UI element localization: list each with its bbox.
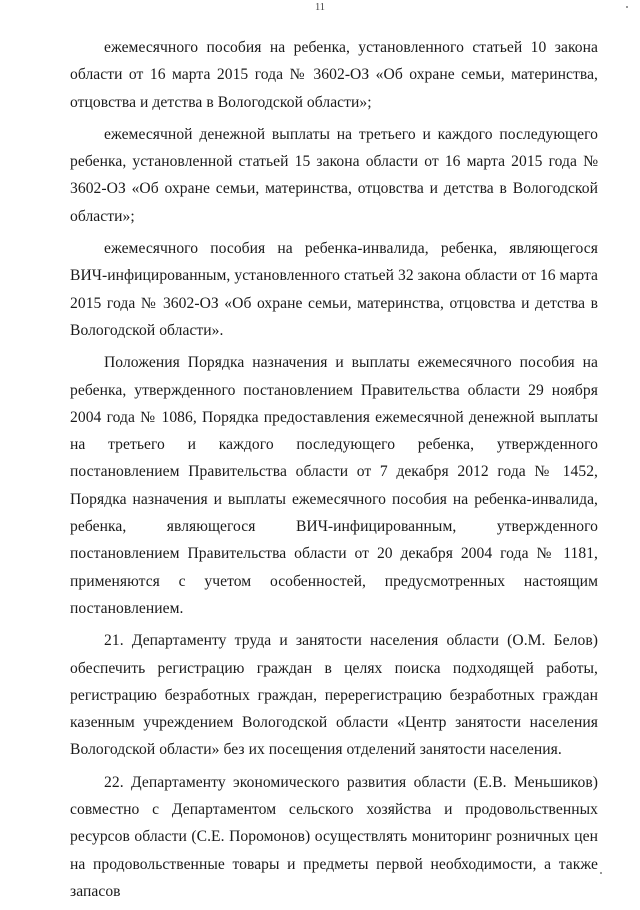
paragraph-item-22: 22. Департаменту экономического развития области (Е.В. Меньшиков) совместно с Департаментом сельского хозяйства и продовольственных ресурсов области (С.Е. Поромонов) осуществлять мониторинг розничных цен на продовольственные товары и предметы первой необходимости, а также запасов <box>70 773 598 900</box>
paragraph-disabled-child-allowance: ежемесячного пособия на ребенка-инвалида, ребенка, являющегося ВИЧ-инфицированным, установленного статьей 32 закона области от 16 марта 2015 года № 3602-ОЗ «Об охране семьи, материнства, отцовства и детства в Вологодской области». <box>70 240 598 339</box>
page-number: 11 <box>314 2 326 13</box>
paragraph-item-21: 21. Департаменту труда и занятости населения области (О.М. Белов) обеспечить регистрацию граждан в целях поиска подходящей работы, регистрацию безработных граждан, перерегистрацию безработных граждан казенным учреждением Вологодской области «Центр занятости населения Вологодской области» без их посещения отделений занятости населения. <box>70 632 598 759</box>
document-body <box>70 34 598 910</box>
paragraph-third-child-payment: ежемесячной денежной выплаты на третьего и каждого последующего ребенка, установленной статьей 15 закона области от 16 марта 2015 года № 3602-ОЗ «Об охране семьи, материнства, отцовства и детства в Вологодской области»; <box>70 125 598 225</box>
scan-speck-bottom-right <box>600 872 602 874</box>
paragraph-procedures-provisions: Положения Порядка назначения и выплаты ежемесячного пособия на ребенка, утвержденного постановлением Правительства области 29 ноября 2004 года № 1086, Порядка предоставления ежемесячной денежной выплаты на третьего и каждого последующего ребенка, утвержденного постановлением Правительства области от 7 декабря 2012 года № 1452, Порядка назначения и выплаты ежемесячного пособия на ребенка-инвалида, ребенка, являющегося ВИЧ-инфицированным, утвержденного постановлением Правительства области от 20 декабря 2004 года № 1181, применяются с учетом особенностей, предусмотренных настоящим постановлением. <box>70 354 598 617</box>
paragraph-monthly-child-allowance: ежемесячного пособия на ребенка, установленного статьей 10 закона области от 16 марта 2015 года № 3602-ОЗ «Об охране семьи, материнства, отцовства и детства в Вологодской области»; <box>70 39 598 111</box>
scan-speck-top-right <box>626 6 628 8</box>
